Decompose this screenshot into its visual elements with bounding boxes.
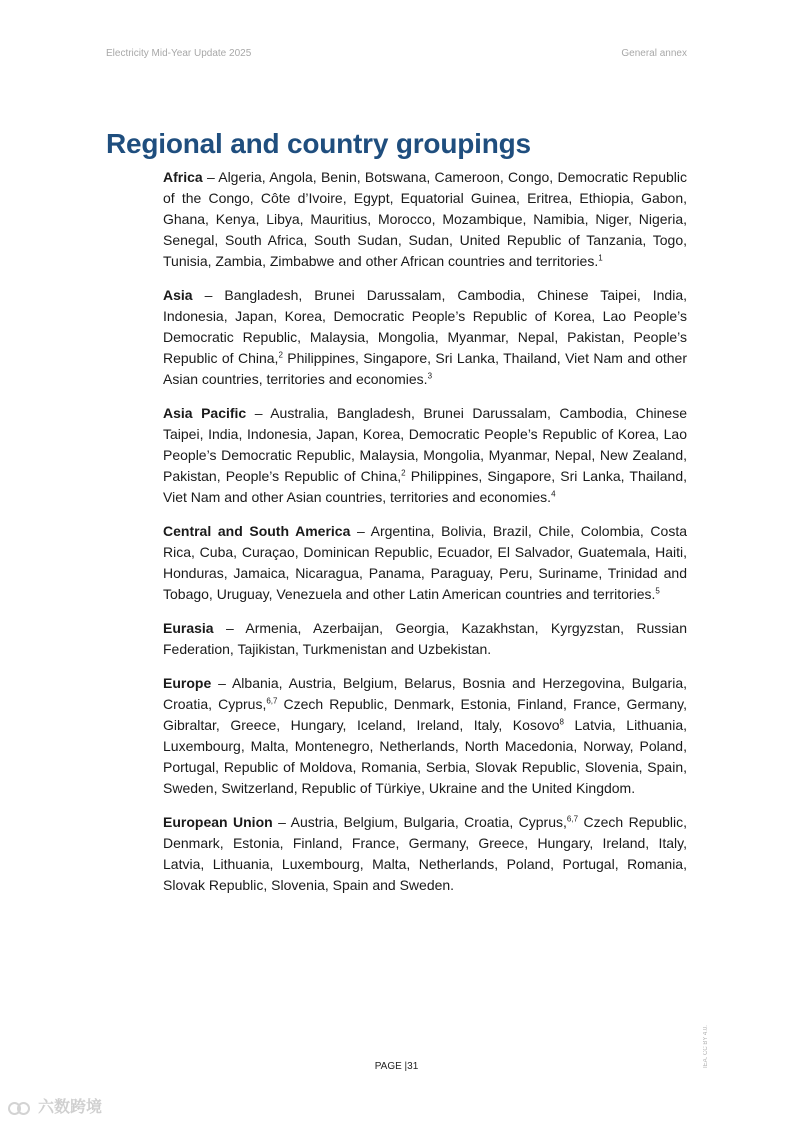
group-text: – Bangladesh, Brunei Darussalam, Cambodia, Chinese Taipei, India, Indonesia, Japan, Korea, Democratic People’s Republic of Korea, Lao People’s Democratic Republic, Malaysia, Mongolia, Myanmar, Nepal, Pakistan, People’s Republic of China,: [163, 287, 687, 366]
group-name: Asia Pacific: [163, 405, 247, 421]
footnote-ref: 1: [598, 253, 603, 263]
group-name: Central and South America: [163, 523, 351, 539]
group-text-continued: Philippines, Singapore, Sri Lanka, Thailand, Viet Nam and other Asian countries, territories and economies.: [163, 350, 687, 387]
footnote-ref: 3: [427, 371, 433, 381]
running-header-section: General annex: [621, 48, 687, 59]
group-name: Africa: [163, 169, 203, 185]
page-label: PAGE: [374, 1061, 402, 1072]
group-text: – Albania, Austria, Belgium, Belarus, Bosnia and Herzegovina, Bulgaria, Croatia, Cyprus,: [163, 675, 687, 712]
footnote-ref: 5: [655, 586, 660, 596]
group-europe: [163, 673, 687, 799]
running-header-title: Electricity Mid-Year Update 2025: [106, 48, 252, 59]
group-name: Eurasia: [163, 620, 214, 636]
group-text: – Armenia, Azerbaijan, Georgia, Kazakhstan, Kyrgyzstan, Russian Federation, Tajikistan, Turkmenistan and Uzbekistan.: [163, 620, 687, 657]
footnote-ref: 2: [401, 468, 406, 478]
watermark-logo-icon: [8, 1100, 36, 1116]
group-name: European Union: [163, 814, 273, 830]
page-number: 31: [407, 1061, 419, 1072]
group-text: – Austria, Belgium, Bulgaria, Croatia, Cyprus,: [272, 814, 567, 830]
group-name: Europe: [163, 675, 212, 691]
group-name: Asia: [163, 287, 193, 303]
group-text: – Argentina, Bolivia, Brazil, Chile, Colombia, Costa Rica, Cuba, Curaçao, Dominican Republic, Ecuador, El Salvador, Guatemala, Haiti, Honduras, Jamaica, Nicaragua, Panama, Paraguay, Peru, Suriname, Trinidad and Tobago, Uruguay, Venezuela and other Latin American countries and territories.: [163, 523, 688, 602]
group-european-union: [163, 812, 687, 896]
group-africa: [163, 167, 687, 272]
watermark-text: 六数跨境: [38, 1099, 103, 1116]
group-asia-pacific: [163, 403, 687, 508]
footnote-ref: 4: [551, 489, 556, 499]
group-text-continued: Latvia, Lithuania, Luxembourg, Malta, Montenegro, Netherlands, North Macedonia, Norway, Poland, Portugal, Republic of Moldova, Romania, Serbia, Slovak Republic, Slovenia, Spain, Sweden, Switzerland, Republic of Türkiye, Ukraine and the United Kingdom.: [163, 717, 687, 796]
watermark: [8, 1094, 102, 1117]
group-text-continued: Czech Republic, Denmark, Estonia, Finland, France, Germany, Greece, Hungary, Ireland, Italy, Latvia, Lithuania, Luxembourg, Malta, Netherlands, Poland, Portugal, Romania, Slovak Republic, Slovenia, Spain and Sweden.: [163, 814, 687, 893]
group-text-continued: Czech Republic, Denmark, Estonia, Finland, France, Germany, Gibraltar, Greece, Hungary, Iceland, Ireland, Italy, Kosovo: [163, 696, 687, 733]
footnote-ref: 8: [559, 717, 564, 727]
page-title: Regional and country groupings: [106, 128, 531, 159]
page-separator: |: [404, 1061, 408, 1072]
group-text: – Algeria, Angola, Benin, Botswana, Cameroon, Congo, Democratic Republic of the Congo, Côte d’Ivoire, Egypt, Equatorial Guinea, Eritrea, Ethiopia, Gabon, Ghana, Kenya, Libya, Mauritius, Morocco, Mozambique, Namibia, Niger, Nigeria, Senegal, South Africa, South Sudan, Sudan, United Republic of Tanzania, Togo, Tunisia, Zambia, Zimbabwe and other African countries and territories.: [163, 169, 687, 269]
footnote-ref: 6,7: [266, 696, 278, 706]
license-note: IEA. CC BY 4.0.: [703, 1025, 709, 1068]
groupings-list: [163, 167, 687, 909]
group-text-continued: Philippines, Singapore, Sri Lanka, Thailand, Viet Nam and other Asian countries, territories and economies.: [163, 468, 687, 505]
group-eurasia: [163, 618, 687, 660]
page-footer: [0, 1061, 793, 1072]
group-text: – Australia, Bangladesh, Brunei Darussalam, Cambodia, Chinese Taipei, India, Indonesia, Japan, Korea, Democratic People’s Republic of Korea, Lao People’s Democratic Republic, Malaysia, Mongolia, Myanmar, Nepal, New Zealand, Pakistan, People’s Republic of China,: [163, 405, 687, 484]
group-central-south-america: [163, 521, 687, 605]
footnote-ref: 2: [278, 350, 283, 360]
group-asia: [163, 285, 687, 390]
footnote-ref: 6,7: [566, 814, 579, 824]
